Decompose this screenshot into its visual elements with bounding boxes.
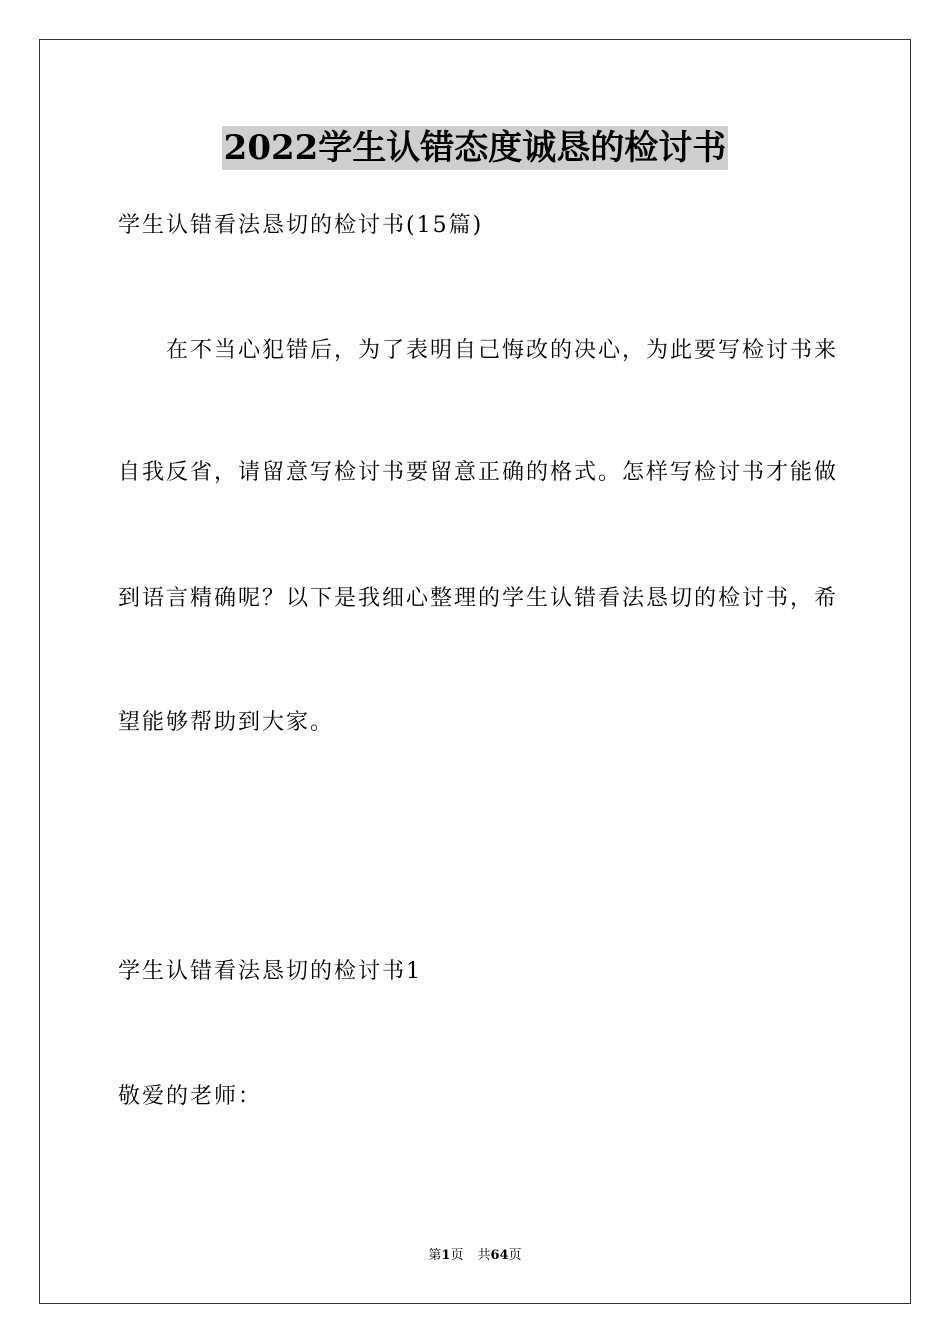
intro-paragraph-line: 望能够帮助到大家。 — [118, 710, 335, 735]
intro-paragraph-line: 在不当心犯错后，为了表明自己悔改的决心，为此要写检讨书来 — [166, 338, 839, 363]
title-container — [0, 126, 950, 170]
salutation: 敬爱的老师： — [118, 1084, 263, 1109]
page-prefix: 第 — [428, 1248, 442, 1263]
intro-paragraph-line: 到语言精确呢？以下是我细心整理的学生认错看法恳切的检讨书，希 — [118, 586, 839, 611]
section-heading: 学生认错看法恳切的检讨书1 — [118, 959, 422, 984]
page-suffix: 页 — [450, 1248, 464, 1263]
intro-paragraph-line: 自我反省，请留意写检讨书要留意正确的格式。怎样写检讨书才能做 — [118, 460, 839, 485]
total-suffix: 页 — [508, 1248, 522, 1263]
document-subtitle: 学生认错看法恳切的检讨书(15篇) — [118, 213, 484, 238]
total-pages: 64 — [490, 1248, 509, 1263]
total-prefix: 共 — [477, 1248, 491, 1263]
page-number: 1 — [441, 1248, 451, 1263]
page-footer — [0, 1247, 950, 1265]
document-title: 2022学生认错态度诚恳的检讨书 — [223, 128, 727, 168]
